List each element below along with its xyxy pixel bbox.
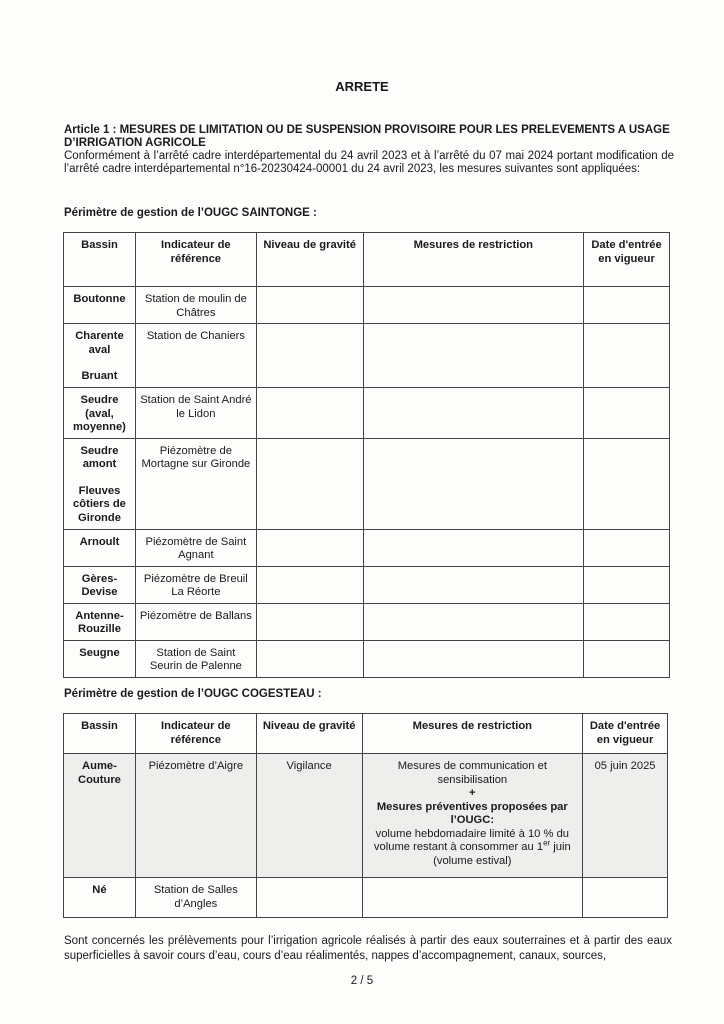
mesures-preventives: Mesures préventives proposées par l’OUGC: [376, 800, 568, 826]
mesures-volume [366, 828, 580, 869]
mesures-cell [363, 566, 584, 603]
table-row [64, 438, 670, 529]
indicateur-cell: Station de Saint Seurin de Palenne [135, 640, 256, 677]
date-cell: 05 juin 2025 [583, 754, 668, 878]
indicateur-cell: Station de moulin de Châtres [135, 287, 256, 324]
bassin-cell: Aume-Couture [64, 754, 136, 878]
bassin-cell [64, 324, 136, 388]
saintonge-heading: Périmètre de gestion de l’OUGC SAINTONGE : [64, 207, 317, 219]
col-bassin: Bassin [64, 714, 136, 754]
table-row [64, 603, 670, 640]
niveau-cell [256, 287, 363, 324]
niveau-cell: Vigilance [256, 754, 362, 878]
page-title: ARRETE [335, 79, 389, 94]
date-cell [584, 640, 670, 677]
col-indicateur: Indicateur de référence [135, 714, 256, 754]
bassin-cell: Boutonne [64, 287, 136, 324]
bassin-cell [64, 438, 136, 529]
mesures-cell [363, 324, 584, 388]
niveau-cell [256, 529, 363, 566]
mesures-communication: Mesures de communication et sensibilisation [397, 760, 547, 786]
col-mesures: Mesures de restriction [363, 233, 584, 287]
table-row [64, 640, 670, 677]
page-number: 2 / 5 [350, 975, 374, 987]
bassin-cell: Né [64, 878, 136, 918]
col-date: Date d'entrée en vigueur [583, 714, 668, 754]
table-row [64, 566, 670, 603]
saintonge-table [63, 232, 670, 678]
indicateur-cell: Piézomètre de Breuil La Réorte [135, 566, 256, 603]
mesures-cell [362, 878, 583, 918]
mesures-cell [363, 438, 584, 529]
indicateur-cell: Piézomètre de Mortagne sur Gironde [135, 438, 256, 529]
col-niveau: Niveau de gravité [256, 233, 363, 287]
date-cell [584, 388, 670, 439]
bassin-name: Charente aval [75, 330, 124, 356]
mesures-volume-text: volume hebdomadaire limité à 10 % du volume restant à consommer au 1 [373, 827, 570, 853]
article-body: Conformément à l’arrêté cadre interdépartemental du 24 avril 2023 et à l’arrêté du 07 mai 2024 portant modification de l’arrêté cadre interdépartemental n°16-20230424-00001 du 24 avril 2023, les mesures suivantes sont appliquées: [64, 150, 674, 175]
indicateur-cell: Piézomètre de Saint Agnant [135, 529, 256, 566]
bassin-cell: Antenne-Rouzille [64, 603, 136, 640]
col-niveau: Niveau de gravité [256, 714, 362, 754]
niveau-cell [256, 603, 363, 640]
date-cell [584, 287, 670, 324]
mesures-volume-end: juin (volume estival) [433, 841, 571, 867]
date-cell [583, 878, 668, 918]
niveau-cell [256, 324, 363, 388]
indicateur-cell: Piézomètre de Ballans [135, 603, 256, 640]
date-cell [584, 529, 670, 566]
indicateur-cell: Station de Chaniers [135, 324, 256, 388]
footer-paragraph: Sont concernés les prélèvements pour l’irrigation agricole réalisés à partir des eaux souterraines et à partir des eaux superficielles à savoir cours d’eau, cours d’eau réalimentés, nappes d’accompagnement, canaux, sources, [64, 935, 672, 962]
col-date: Date d'entrée en vigueur [584, 233, 670, 287]
mesures-cell [363, 603, 584, 640]
indicateur-cell: Station de Salles d’Angles [135, 878, 256, 918]
mesures-plus: + [469, 787, 476, 799]
table-row [64, 878, 668, 918]
indicateur-cell: Piézomètre d’Aigre [135, 754, 256, 878]
mesures-cell [363, 388, 584, 439]
col-indicateur: Indicateur de référence [135, 233, 256, 287]
mesures-cell [362, 754, 583, 878]
col-mesures: Mesures de restriction [362, 714, 583, 754]
niveau-cell [256, 438, 363, 529]
bassin-cell: Gères-Devise [64, 566, 136, 603]
mesures-volume-sup: er [543, 838, 551, 848]
cogesteau-table [63, 713, 668, 918]
cogesteau-heading: Périmètre de gestion de l’OUGC COGESTEAU : [64, 688, 322, 700]
table-row [64, 388, 670, 439]
bassin-name: Seudre amont [80, 444, 119, 470]
mesures-cell [363, 640, 584, 677]
indicateur-cell: Station de Saint André le Lidon [135, 388, 256, 439]
niveau-cell [256, 640, 363, 677]
date-cell [584, 324, 670, 388]
niveau-cell [256, 566, 363, 603]
mesures-cell [363, 529, 584, 566]
bassin-cell: Seugne [64, 640, 136, 677]
table-header-row [64, 233, 670, 287]
date-cell [584, 603, 670, 640]
table-row [64, 324, 670, 388]
bassin-cell: Arnoult [64, 529, 136, 566]
article-heading: Article 1 : MESURES DE LIMITATION OU DE SUSPENSION PROVISOIRE POUR LES PRELEVEMENTS A USAGE D’IRRIGATION AGRICOLE [64, 124, 670, 149]
table-row [64, 529, 670, 566]
bassin-name-secondary: Fleuves côtiers de Gironde [73, 484, 126, 524]
table-header-row [64, 714, 668, 754]
table-row [64, 287, 670, 324]
date-cell [584, 566, 670, 603]
col-bassin: Bassin [64, 233, 136, 287]
mesures-cell [363, 287, 584, 324]
bassin-cell: Seudre (aval, moyenne) [64, 388, 136, 439]
table-row [64, 754, 668, 878]
date-cell [584, 438, 670, 529]
niveau-cell [256, 388, 363, 439]
article-1 [64, 124, 674, 176]
bassin-name-secondary: Bruant [81, 370, 118, 382]
niveau-cell [256, 878, 362, 918]
